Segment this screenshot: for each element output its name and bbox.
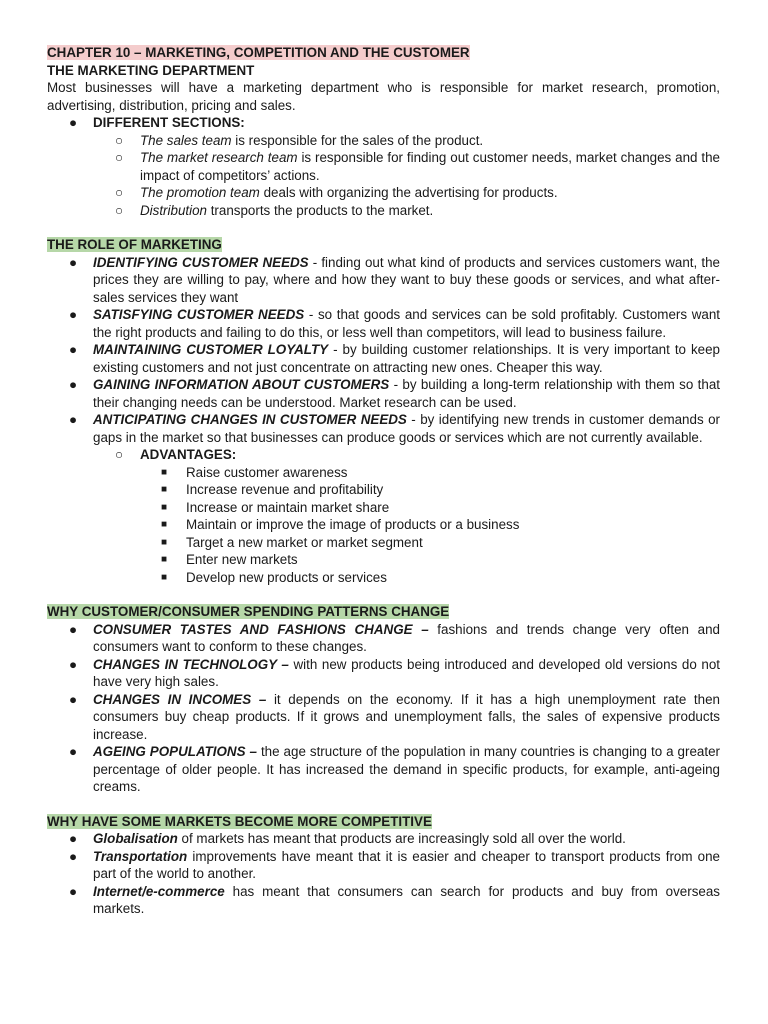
circle-bullet-icon: ○ bbox=[115, 185, 124, 200]
advantage-text: Increase or maintain market share bbox=[186, 499, 390, 515]
item-text: it depends on the economy. If it has a high unemployment rate then consumers buy cheap products. If it grows and unemployment falls, the sales of expensive products increase. bbox=[93, 691, 720, 742]
list-item bbox=[47, 883, 720, 918]
list-item bbox=[47, 411, 720, 446]
bullet-icon: ● bbox=[69, 307, 78, 322]
item-term: SATISFYING CUSTOMER NEEDS bbox=[93, 307, 305, 322]
advantage-text: Maintain or improve the image of products or a business bbox=[186, 517, 520, 532]
square-bullet-icon: ■ bbox=[161, 536, 168, 548]
list-item bbox=[47, 743, 720, 796]
item-term: Globalisation bbox=[93, 831, 178, 846]
section-heading-role-of-marketing: THE ROLE OF MARKETING bbox=[47, 237, 222, 252]
bullet-icon: ● bbox=[69, 254, 78, 270]
item-term: GAINING INFORMATION ABOUT CUSTOMERS bbox=[93, 377, 390, 392]
bullet-icon: ● bbox=[69, 342, 78, 357]
item-term: MAINTAINING CUSTOMER LOYALTY bbox=[93, 342, 329, 357]
item-text: with new products being introduced and developed old versions do not have very high sales. bbox=[93, 656, 721, 689]
square-bullet-icon: ■ bbox=[161, 554, 168, 565]
chapter-title: CHAPTER 10 – MARKETING, COMPETITION AND THE CUSTOMER bbox=[47, 45, 470, 60]
list-item bbox=[47, 464, 720, 482]
item-text: is responsible for the sales of the product. bbox=[231, 132, 484, 148]
item-text: of markets has meant that products are increasingly sold all over the world. bbox=[177, 831, 626, 846]
item-term: AGEING POPULATIONS – bbox=[93, 744, 257, 759]
intro-paragraph: Most businesses will have a marketing department who is responsible for market research, promotion, advertising, distribution, pricing and sales. bbox=[47, 80, 720, 113]
item-term: CONSUMER TASTES AND FASHIONS CHANGE – bbox=[93, 621, 429, 637]
list-item bbox=[47, 376, 720, 411]
bullet-icon: ● bbox=[69, 412, 78, 427]
item-text: - by building customer relationships. It is very important to keep existing customers and not just concentrate on attracting new ones. Cheaper this way. bbox=[93, 342, 720, 375]
list-item bbox=[47, 202, 720, 220]
advantage-text: Enter new markets bbox=[186, 552, 298, 567]
item-term: Distribution bbox=[140, 202, 207, 218]
list-item bbox=[47, 149, 720, 184]
list-item bbox=[47, 621, 720, 656]
advantages-label: ADVANTAGES: bbox=[140, 447, 237, 462]
item-term: CHANGES IN TECHNOLOGY – bbox=[93, 656, 289, 672]
list-item bbox=[47, 114, 720, 132]
document-content bbox=[47, 44, 720, 918]
spending-list bbox=[47, 621, 720, 796]
item-text: is responsible for finding out customer needs, market changes and the impact of competitors’ actions. bbox=[140, 150, 720, 183]
list-item bbox=[47, 569, 720, 587]
list-item bbox=[47, 499, 720, 517]
sections-label: DIFFERENT SECTIONS: bbox=[93, 115, 245, 130]
item-text: improvements have meant that it is easier and cheaper to transport products from one part of the world to another. bbox=[93, 848, 720, 881]
advantage-text: Develop new products or services bbox=[186, 569, 387, 585]
advantage-text: Raise customer awareness bbox=[186, 464, 348, 480]
list-item bbox=[47, 551, 720, 569]
item-term: The sales team bbox=[140, 132, 232, 148]
list-item bbox=[47, 341, 720, 376]
bullet-icon: ● bbox=[69, 115, 78, 130]
square-bullet-icon: ■ bbox=[161, 519, 168, 530]
circle-bullet-icon: ○ bbox=[115, 202, 124, 218]
item-term: The promotion team bbox=[140, 185, 260, 200]
list-item bbox=[47, 481, 720, 499]
item-text: - so that goods and services can be sold profitably. Customers want the right products and failing to do this, or less well than competitors, will lead to business failure. bbox=[93, 307, 720, 340]
bullet-icon: ● bbox=[69, 377, 78, 392]
circle-bullet-icon: ○ bbox=[115, 132, 124, 148]
bullet-icon: ● bbox=[69, 831, 78, 846]
list-item bbox=[47, 691, 720, 744]
section-heading-competitive-markets: WHY HAVE SOME MARKETS BECOME MORE COMPETITIVE bbox=[47, 813, 432, 829]
bullet-icon: ● bbox=[69, 621, 78, 637]
bullet-icon: ● bbox=[69, 656, 78, 672]
square-bullet-icon: ■ bbox=[161, 466, 168, 478]
item-text: - by identifying new trends in customer demands or gaps in the market so that businesses can produce goods or services which are not currently available. bbox=[93, 412, 720, 445]
list-item bbox=[47, 516, 720, 534]
sections-list bbox=[47, 114, 720, 219]
bullet-icon: ● bbox=[69, 883, 78, 899]
item-term: CHANGES IN INCOMES – bbox=[93, 691, 267, 707]
square-bullet-icon: ■ bbox=[161, 484, 168, 495]
competitive-list bbox=[47, 830, 720, 918]
item-text: fashions and trends change very often and consumers want to conform to these changes. bbox=[93, 621, 720, 654]
circle-bullet-icon: ○ bbox=[115, 447, 124, 462]
list-item bbox=[47, 534, 720, 552]
list-item bbox=[47, 656, 720, 691]
list-item bbox=[47, 830, 720, 848]
circle-bullet-icon: ○ bbox=[115, 150, 124, 165]
section-heading-marketing-department: THE MARKETING DEPARTMENT bbox=[47, 62, 255, 78]
item-term: IDENTIFYING CUSTOMER NEEDS bbox=[93, 254, 309, 270]
bullet-icon: ● bbox=[69, 744, 78, 759]
bullet-icon: ● bbox=[69, 848, 78, 864]
item-term: Internet/e-commerce bbox=[93, 883, 225, 899]
list-item bbox=[47, 306, 720, 341]
square-bullet-icon: ■ bbox=[161, 571, 168, 583]
item-term: ANTICIPATING CHANGES IN CUSTOMER NEEDS bbox=[93, 412, 407, 427]
item-text: - finding out what kind of products and services customers want, the prices they are willing to pay, where and how they want to buy these goods or services, and what after-sales services they want bbox=[93, 254, 720, 305]
square-bullet-icon: ■ bbox=[161, 501, 168, 513]
list-item bbox=[47, 254, 720, 307]
item-term: Transportation bbox=[93, 848, 188, 864]
section-heading-spending-patterns: WHY CUSTOMER/CONSUMER SPENDING PATTERNS CHANGE bbox=[47, 604, 450, 619]
item-text: deals with organizing the advertising for products. bbox=[259, 185, 558, 200]
item-text: transports the products to the market. bbox=[206, 202, 434, 218]
list-item bbox=[47, 446, 720, 464]
item-term: The market research team bbox=[140, 150, 298, 165]
item-text: has meant that consumers can search for products and buy from overseas markets. bbox=[93, 883, 720, 916]
spacer bbox=[47, 586, 720, 603]
list-item bbox=[47, 132, 720, 150]
spacer bbox=[47, 219, 720, 236]
list-item bbox=[47, 848, 720, 883]
item-text: the age structure of the population in many countries is changing to a greater percentage of older people. It has increased the demand in specific products, for example, anti-ageing creams. bbox=[93, 744, 720, 794]
item-text: - by building a long-term relationship with them so that their changing needs can be understood. Market research can be used. bbox=[93, 377, 720, 410]
advantage-text: Increase revenue and profitability bbox=[186, 482, 384, 497]
advantage-text: Target a new market or market segment bbox=[186, 534, 423, 550]
role-list bbox=[47, 254, 720, 587]
spacer bbox=[47, 796, 720, 813]
bullet-icon: ● bbox=[69, 691, 78, 707]
list-item bbox=[47, 184, 720, 202]
